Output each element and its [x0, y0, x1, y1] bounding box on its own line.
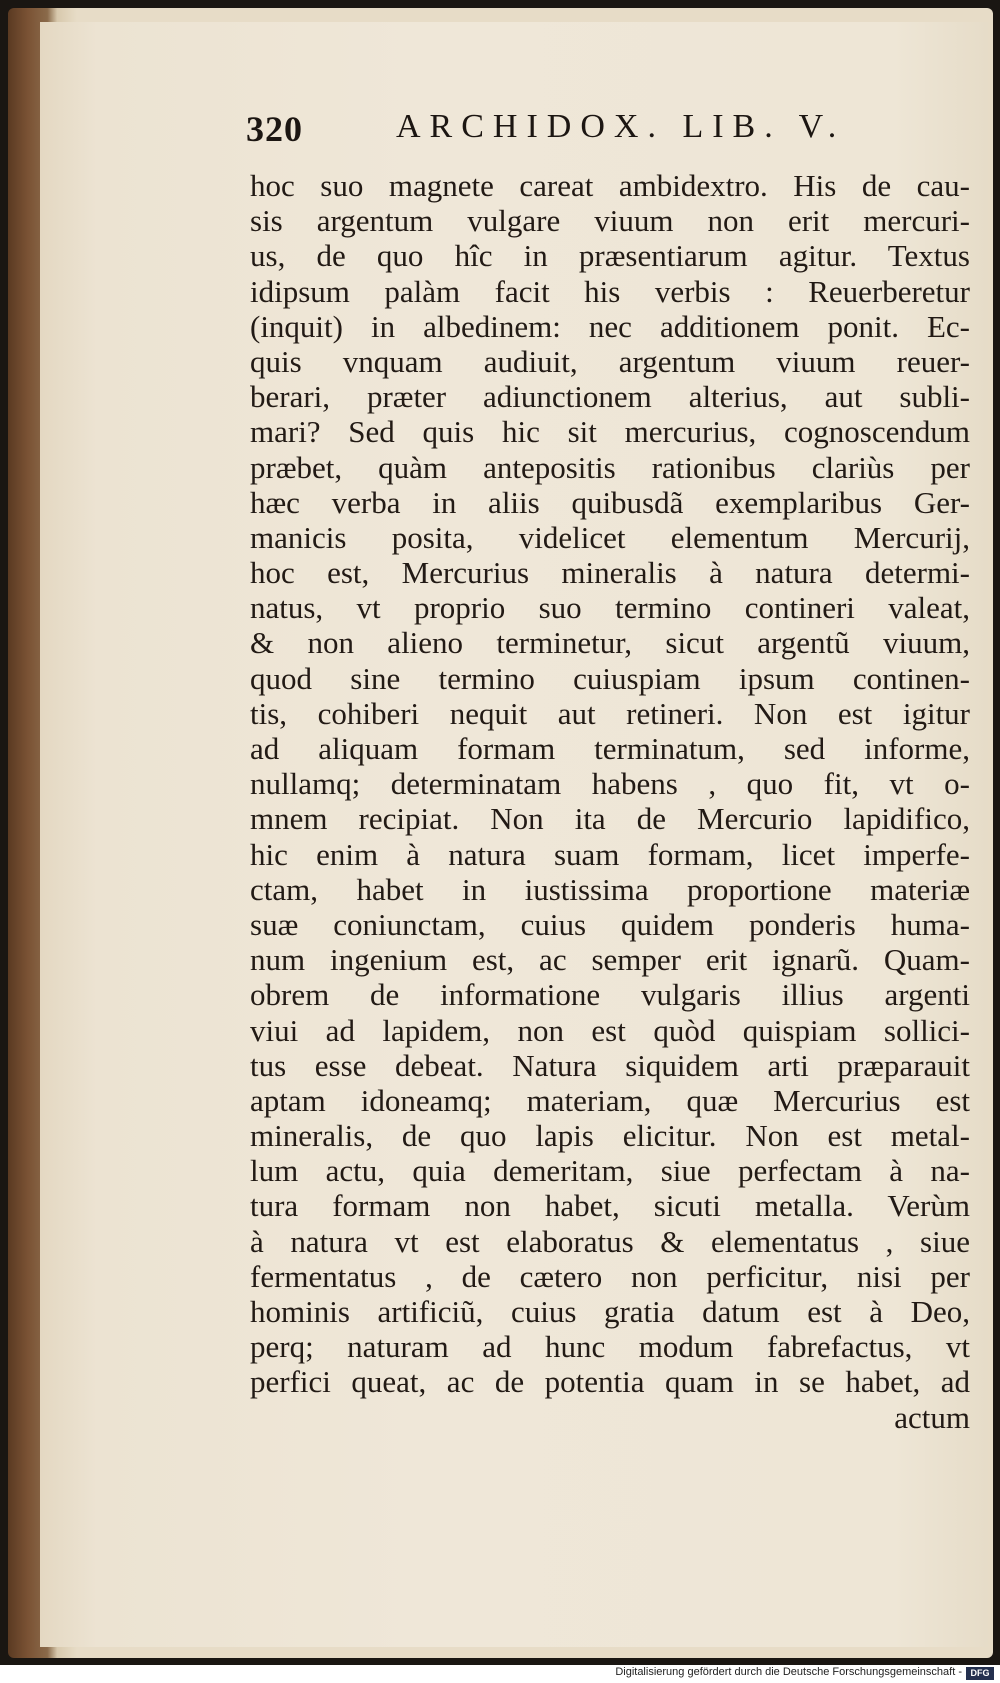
text-line: tura formam non habet, sicuti metalla. Verùm — [250, 1188, 970, 1224]
page-number: 320 — [246, 109, 303, 149]
text-line: perfici queat, ac de potentia quam in se habet, ad — [250, 1364, 970, 1400]
text-line: suæ coniunctam, cuius quidem ponderis huma- — [250, 906, 970, 942]
text-line: lum actu, quia demeritam, siue perfectam à na- — [250, 1153, 970, 1189]
text-line: tis, cohiberi nequit aut retineri. Non est igitur — [250, 695, 970, 731]
text-line: hoc suo magnete careat ambidextro. His de cau- — [250, 168, 970, 203]
text-line: manicis posita, videlicet elementum Mercurij, — [250, 519, 970, 555]
text-line: us, de quo hîc in præsentiarum agitur. Textus — [250, 238, 970, 274]
text-line: præbet, quàm antepositis rationibus clariùs per — [250, 449, 970, 485]
text-line: actum — [894, 1399, 970, 1435]
text-line: num ingenium est, ac semper erit ignarũ. Quam- — [250, 942, 970, 978]
body-text — [250, 168, 970, 1435]
digitization-credit: Digitalisierung gefördert durch die Deutsche Forschungsgemeinschaft - — [615, 1666, 962, 1678]
text-line: ctam, habet in iustissima proportione materiæ — [250, 871, 970, 907]
text-line: hæc verba in aliis quibusdã exemplaribus Ger- — [250, 484, 970, 520]
text-line: tus esse debeat. Natura siquidem arti præparauit — [250, 1047, 970, 1083]
text-line: hoc est, Mercurius mineralis à natura determi- — [250, 555, 970, 591]
text-line: viui ad lapidem, non est quòd quispiam sollici- — [250, 1012, 970, 1048]
text-line: nullamq; determinatam habens , quo fit, vt o- — [250, 766, 970, 802]
text-line: sis argentum vulgare viuum non erit mercuri- — [250, 203, 970, 239]
text-line: natus, vt proprio suo termino contineri valeat, — [250, 590, 970, 626]
text-line: (inquit) in albedinem: nec additionem ponit. Ec- — [250, 308, 970, 344]
text-line: mari? Sed quis hic sit mercurius, cognoscendum — [250, 414, 970, 450]
dfg-logo: DFG — [966, 1667, 994, 1680]
page-header — [246, 108, 986, 164]
text-line: mineralis, de quo lapis elicitur. Non est metal- — [250, 1118, 970, 1154]
text-line: fermentatus , de cætero non perficitur, nisi per — [250, 1258, 970, 1294]
text-line: aptam idoneamq; materiam, quæ Mercurius est — [250, 1082, 970, 1118]
text-line: à natura vt est elaboratus & elementatus , siue — [250, 1223, 970, 1259]
text-line: ad aliquam formam terminatum, sed informe, — [250, 731, 970, 766]
text-line: obrem de informatione vulgaris illius argenti — [250, 977, 970, 1013]
text-line: perq; naturam ad hunc modum fabrefactus, vt — [250, 1329, 970, 1365]
running-head: ARCHIDOX. LIB. V. — [396, 108, 846, 145]
text-line: berari, præter adiunctionem alterius, aut subli- — [250, 379, 970, 415]
text-line: quis vnquam audiuit, argentum viuum reuer- — [250, 343, 970, 379]
text-line: mnem recipiat. Non ita de Mercurio lapidifico, — [250, 801, 970, 837]
text-line: hominis artificiũ, cuius gratia datum est à Deo, — [250, 1294, 970, 1329]
text-line: quod sine termino cuiuspiam ipsum continen- — [250, 660, 970, 696]
text-line: & non alieno terminetur, sicut argentũ viuum, — [250, 625, 970, 661]
text-line: idipsum palàm facit his verbis : Reuerberetur — [250, 273, 970, 309]
text-line: hic enim à natura suam formam, licet imperfe- — [250, 836, 970, 872]
